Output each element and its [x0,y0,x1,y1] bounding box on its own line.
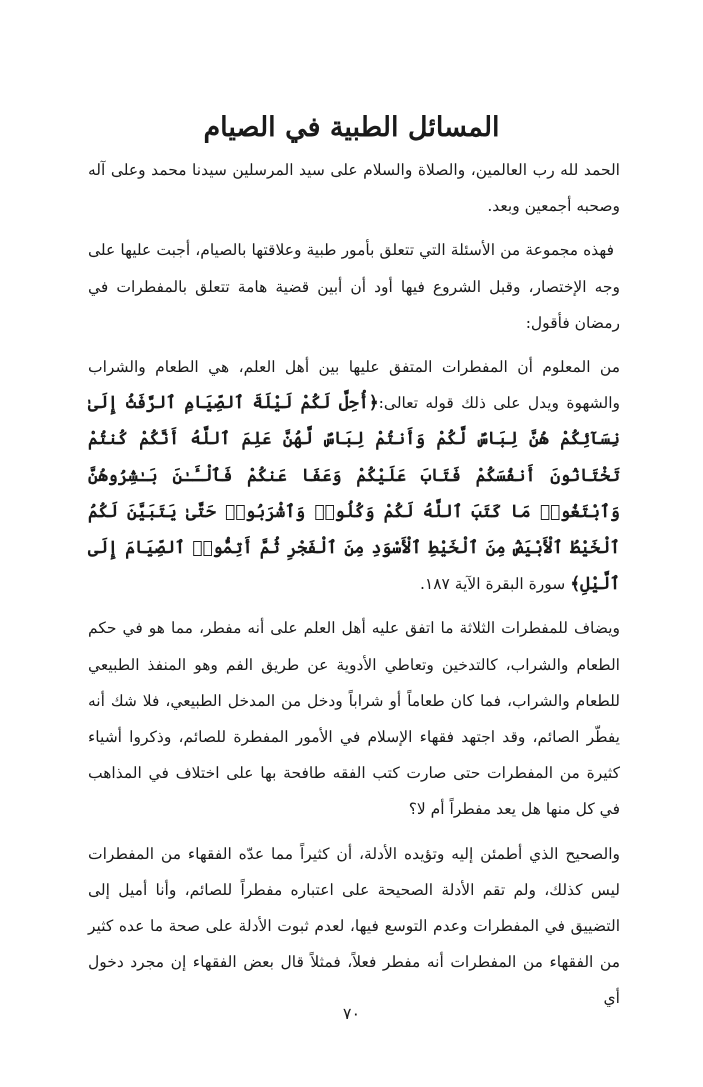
paragraph-correct-view: والصحيح الذي أطمئن إليه وتؤيده الأدلة، أن كثيراً مما عدّه الفقهاء من المفطرات ليس كذلك، ولم تقم الأدلة الصحيحة على اعتباره مفطراً للصائم، وأنا أميل إلى التضييق في المفطرات وعدم التوسع فيها، لعدم ثبوت الأدلة على صحة ما عده كثير من الفقهاء من المفطرات أنه مفطر فعلاً، فمثلاً قال بعض الفقهاء إن مجرد دخول أي [88,844,620,1008]
quran-verse: ﴿أُحِلَّ لَكُمْ لَيْلَةَ ٱلصِّيَامِ ٱلرَّفَثُ إِلَىٰ نِسَآئِكُمْ هُنَّ لِبَاسٌ لَّكُمْ وَأَنتُمْ لِبَاسٌ لَّهُنَّ عَلِمَ ٱللَّهُ أَنَّكُمْ كُنتُمْ تَخْتَانُونَ أَنفُسَكُمْ فَتَابَ عَلَيْكُمْ وَعَفَا عَنكُمْ فَٱلْـَٔـٰنَ بَـٰشِرُوهُنَّ وَٱبْتَغُوا۟ مَا كَتَبَ ٱللَّهُ لَكُمْ وَكُلُوا۟ وَٱشْرَبُوا۟ حَتَّىٰ يَتَبَيَّنَ لَكُمُ ٱلْخَيْطُ ٱلْأَبْيَضُ مِنَ ٱلْخَيْطِ ٱلْأَسْوَدِ مِنَ ٱلْفَجْرِ ثُمَّ أَتِمُّوا۟ ٱلصِّيَامَ إِلَى ٱلَّيْلِ﴾ [88,393,620,595]
paragraph-lead-text: من المعلوم أن المفطرات المتفق عليها بين أهل العلم، هي الطعام والشراب والشهوة ويدل على ذلك قوله تعالى: [88,358,620,413]
paragraph-additional-fast-breakers: ويضاف للمفطرات الثلاثة ما اتفق عليه أهل العلم على أنه مفطر، مما هو في حكم الطعام والشراب، كالتدخين وتعاطي الأدوية عن طريق الفم وهو المنفذ الطبيعي للطعام والشراب، فما كان طعاماً أو شراباً ودخل من المدخل الطبيعي، فلا شك أنه يفطّر الصائم، وقد اجتهد فقهاء الإسلام في الأمور المفطرة للصائم، وذكروا أشياء كثيرة من المفطرات حتى صارت كتب الفقه طافحة بها على اختلاف في المذاهب في كل منها هل يعد مفطراً أم لا؟ [88,619,620,819]
page-title: المسائل الطبية في الصيام [203,112,500,143]
paragraph-opening: الحمد لله رب العالمين، والصلاة والسلام على سيد المرسلين سيدنا محمد وعلى آله وصحبه أجمعين وبعد. [88,161,620,216]
paragraph-intro: فهذه مجموعة من الأسئلة التي تتعلق بأمور طبية وعلاقتها بالصيام، أجبت عليها على وجه الإختصار، وقبل الشروع فيها أود أن أبين قضية هامة تتعلق بالمفطرات في رمضان فأقول: [88,241,620,332]
verse-reference: سورة البقرة الآية ١٨٧. [419,575,571,594]
paragraph-quran-evidence [88,349,620,602]
page-number: ٧٠ [342,1004,361,1023]
body-text [88,152,620,1025]
